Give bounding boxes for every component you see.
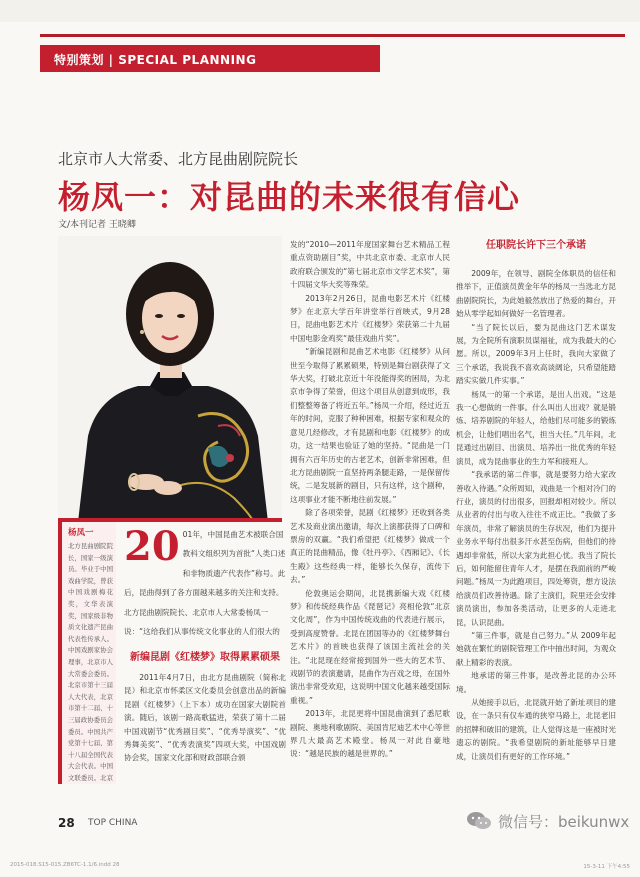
section-tab xyxy=(40,45,380,72)
print-slug-date: 15-3-11 下午4:55 xyxy=(583,864,630,870)
intro-text: 01年，中国昆曲艺术被联合国教科文组织列为首批“人类口述和非物质遗产代表作”称号。此后，昆曲得到了各方面越来越多的关注和支持。北方昆曲剧院院长、北京市人大常委杨凤一说：“这给我们从事传统文化事业的人们很大的 xyxy=(124,530,286,637)
caption-text: 北方昆曲剧院院长，国家一级演员。毕业于中国戏曲学院，曾获中国戏剧梅花奖，文华表演奖，国家级非物质文化遗产昆曲代表性传承人。中国戏剧家协会理事，北京市人大常委会委员。北京市第十三届人大代表，北京市第十二届、十三届政协委员会委员。中国共产党第十七届、第十八届全国代表大会代表。中国文联委员。北京 xyxy=(68,542,113,782)
col3-paragraph: 杨凤一的第一个承诺，是出人出戏。“这是我一心想做的一件事。什么叫出人出戏？就是锻炼、培养剧院的年轻人，给他们尽可能多的锻炼机会，让他们唱出名气，担当大任。”几年间，北昆通过出剧目、出演员、培养出一批优秀的年轻演员，成为昆曲事业的生力军和接班人。 xyxy=(456,389,616,466)
col3-paragraph: 地承诺的第三件事，是改善北昆的办公环境。 xyxy=(456,671,616,694)
caption-name: 杨凤一 xyxy=(68,528,94,538)
article-title: 杨凤一：对昆曲的未来很有信心 xyxy=(58,178,521,216)
page-number: 28 xyxy=(58,816,75,830)
col3-paragraph: “第三件事，就是自己努力。”从 2009年起她就在繁忙的剧院管理工作中抽出时间，为观众献上精彩的表演。 xyxy=(456,630,616,667)
col3-paragraph: “我承诺的第二件事，就是要努力给大家改善收入待遇。”众所周知，戏曲是一个相对冷门的行业，演员的付出很多，回报却相对较少。所以从业者的付出与收入往往不成正比。“我做了多年演员，非常了解演员的生存状况，他们为提升业务水平每付出很多汗水甚至伤病，但他们的待遇却非常低，所以大家为此担心忧。我当了院长后，如何能留住青年人才，是摆在我面前的严峻问题。”杨凤一为此跑项目，四处筹资，想方设法给演员们改善待遇。除了主演们，院里还会安排演员演出，参加各类活动，让更多的人走进北昆，认识昆曲。 xyxy=(456,470,616,627)
article-subtitle: 北京市人大常委、北方昆曲剧院院长 xyxy=(58,150,299,168)
print-slug-file: 2015-018.S15-015.ZB6TC-1.1/6.indd 28 xyxy=(10,862,120,868)
wechat-icon xyxy=(466,810,492,832)
column-3 xyxy=(456,238,616,800)
col2-paragraph: 除了各项荣誉，昆剧《红楼梦》还收到各类艺术及商业演出邀请，每次上演都获得了口碑和票房的双赢。“我们希望把《红楼梦》做成一个真正的昆曲精品，像《牡丹亭》、《西厢记》、《长生殿》这些经典一样，能够长久保存，流传下去。” xyxy=(290,508,450,585)
photo-caption xyxy=(58,522,116,784)
watermark-text: 微信号：beikunwx xyxy=(498,813,630,831)
intro-paragraph xyxy=(124,522,286,642)
wechat-watermark xyxy=(466,808,632,834)
portrait-illustration xyxy=(58,236,282,522)
top-margin xyxy=(0,0,640,22)
col2-paragraph: 2013年2月26日，昆曲电影艺术片《红楼梦》在北京大学百年讲堂举行首映式，9月28日，昆曲电影艺术片《红楼梦》荣获第二十九届中国电影金鸡奖“最佳戏曲片奖”。 xyxy=(290,293,450,343)
col2-paragraph: “新编昆剧和昆曲艺术电影《红楼梦》从问世至今取得了累累硕果，特别是舞台剧获得了文华大奖，打破北京近十年没能得奖的困局，为北京市争得了荣誉，但这个项目从创意到成形，我们整整筹备了将近五年。”杨凤一介绍，经过近五年的时间，克服了种种困难，根据专家和观众的意见几经修改，才有昆剧和电影《红楼梦》的成功，这一结果也验证了她的坚持。“昆曲是一门拥有六百年历史的古老艺术，创新非常困难，但北方昆曲剧院一直坚持两条腿走路，一是保留传统，二是发展新的剧目，只有这样，这个剧种，这项事业才能不断地往前发展。” xyxy=(290,347,450,504)
magazine-name: TOP CHINA xyxy=(88,818,138,828)
article-byline: 文/本刊记者 王晓卿 xyxy=(58,220,136,230)
col2-paragraph: 伦敦奥运会期间，北昆携新编大戏《红楼梦》和传统经典作品《琵琶记》亮相伦敦“北京文化周”，作为中国传统戏曲的代表进行展示，受到高度赞誉。北昆在团国等办的《红楼梦舞台艺术片》的首映也获得了该国主流社会的关注。“北昆现在经常接到国外一些大的艺术节、戏剧节的表演邀请，昆曲作为百戏之母，在国外演出非常受欢迎，这说明中国文化越来越受国际重视。” xyxy=(290,588,450,705)
col2-paragraph: 2013年，北昆更将中国昆曲演到了悉尼歌剧院、奥地利歌剧院、美国肯尼迪艺术中心等世界几大最高艺术殿堂。杨凤一对此自豪地说：“越是民族的越是世界的。” xyxy=(290,709,450,759)
section-header xyxy=(40,34,625,81)
section-label: 特别策划 | SPECIAL PLANNING xyxy=(54,53,257,67)
col2-paragraph: 发的“2010—2011年度国家舞台艺术精品工程重点资助剧目”奖，中共北京市委、北京市人民政府联合颁发的“第七届北京市文学艺术奖”，第十四届文华大奖等殊荣。 xyxy=(290,240,450,290)
col3-paragraph: 从她接手以后，北昆就开始了新址项目的建设，在一条只有仅车通的狭窄马路上，北昆老旧的招牌和破旧的建筑，让人觉得这是一座被时光遗忘的剧院。“我希望剧院的新址能够早日建成，让演员们有更好的工作环境。” xyxy=(456,698,616,761)
column-1 xyxy=(124,650,286,810)
col3-paragraph: “当了院长以后，要为昆曲这门艺术谋发展，为全院所有演职员谋福祉，成为我最大的心愿。所以，2009年3月上任时，我向大家做了三个承诺，我说我不喜欢高谈阔论，只希望能踏踏实实做几件实事。” xyxy=(456,322,616,386)
drop-cap: 20 xyxy=(124,523,180,570)
col3-paragraph: 2009年，在领导、剧院全体职员的信任和推举下，正值演员黄金年华的杨凤一当选北方昆曲剧院院长，为此她毅然放出了热爱的舞台，开始从零学起如何做好一名管理者。 xyxy=(456,269,616,319)
section-heading-1: 新编昆剧《红楼梦》取得累累硕果 xyxy=(130,652,280,663)
column-2 xyxy=(290,238,450,800)
portrait-photo xyxy=(58,236,282,522)
col1-paragraph: 2011年4月7日，由北方昆曲剧院（简称北昆）和北京市怀柔区文化委员会创意出品的新编昆剧《红楼梦》（上下本）成功在国家大剧院首演。随后，该剧一路高歌猛进，荣获了第十二届中国戏剧节“优秀剧目奖”、“优秀导演奖”、“优秀舞美奖”、“优秀表演奖”四项大奖，中国戏剧协会奖，国家文化部和财政部联合颁 xyxy=(124,673,286,763)
section-heading-2: 任职院长许下三个承诺 xyxy=(486,240,586,251)
